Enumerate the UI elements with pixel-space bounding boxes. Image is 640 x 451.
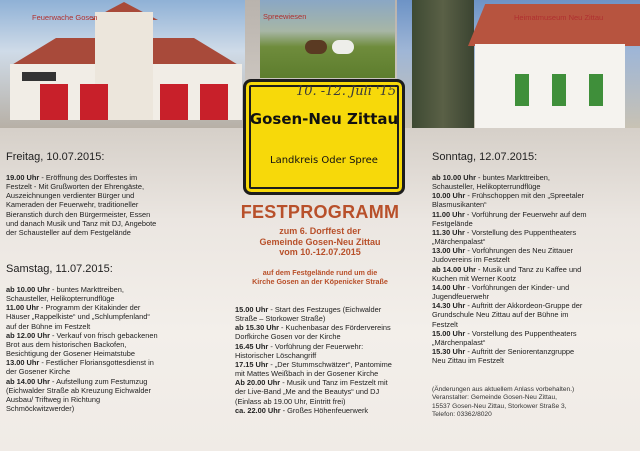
schedule-text: Festzelt - Mit Grußworten der Ehrengäste, [6,182,145,192]
museum-window [515,74,529,106]
day-heading-sunday: Sonntag, 12.07.2015: [432,151,538,163]
schedule-text: - buntes Markttreiben, [475,173,550,182]
schedule-time: 11.30 Uhr [432,227,465,237]
museum-roof [468,4,640,46]
schedule-text: - Vorführung der Feuerwehr: [268,341,364,351]
day-heading-friday: Freitag, 10.07.2015: [6,151,105,163]
schedule-text: Schmöckwitzwerder) [6,404,75,414]
schedule-text: - Vorführungen des Neu Zittauer [465,246,573,256]
schedule-line [432,320,637,329]
schedule-text: Kameraden der Feuerwehr, traditioneller [6,200,139,210]
schedule-text: Besichtigung der Gosener Heimatstube [6,349,135,359]
schedule-time: 16.45 Uhr [235,341,269,351]
note-line: Telefon: 03362/8020 [432,411,492,419]
schedule-time: ca. 22.00 Uhr [235,405,281,415]
schedule-time: 11.00 Uhr [6,303,39,313]
schedule-line [432,338,637,347]
schedule-text: - buntes Markttreiben, [49,285,124,294]
schedule-line [6,210,231,219]
schedule-time: ab 15.30 Uhr [235,323,279,333]
schedule-text: - Aufstellung zum Festumzug [49,376,148,386]
schedule-text: - Vorstellung des Puppentheaters [464,227,577,237]
schedule-line [235,387,435,396]
schedule-text: - Auftritt der Akkordeon-Gruppe der [465,301,583,311]
horse-brown [305,40,327,54]
festprogramm-location [225,268,415,286]
schedule-line [432,274,637,283]
horse-white [332,40,354,54]
schedule-time: Ab 20.00 Uhr [235,378,281,388]
schedule-text: - Eröffnung des Dorffestes im [39,173,138,182]
sunday-schedule [432,173,637,365]
schedule-text: Jugendfeuerwehr [432,292,490,302]
schedule-time: 11.00 Uhr [432,209,465,219]
schedule-text: der Gosener Kirche [6,367,71,377]
schedule-time: 14.30 Uhr [432,301,466,311]
schedule-line [235,360,435,369]
schedule-text: (Eichwalder Straße ab Kreuzung Eichwalder [6,385,152,395]
schedule-text: Bieranstich durch den Bürgermeister, Essen [6,209,151,219]
museum-tree [412,0,474,128]
schedule-line [235,397,435,406]
schedule-text: Straße – Storkower Straße) [235,314,326,324]
schedule-text: Häuser „Rappelkiste“ und „Schlumpfenland“ [6,312,150,322]
schedule-text: Brot aus dem historischen Backofen, [6,339,127,349]
schedule-line [6,340,231,349]
schedule-line [432,219,637,228]
photo-label-museum: Heimatmuseum Neu Zittau [514,13,604,22]
organizer-note [432,386,632,420]
festprogramm-line: Gemeinde Gosen-Neu Zittau [259,236,381,247]
schedule-time: 10.00 Uhr [432,191,466,201]
schedule-line [235,369,435,378]
fire-station-gate [80,84,108,120]
fire-station-gate [160,84,188,120]
schedule-line [6,200,231,209]
schedule-line [235,378,435,387]
schedule-time: 13.00 Uhr [6,358,40,368]
note-line: Veranstalter: Gemeinde Gosen-Neu Zittau, [432,394,557,402]
schedule-text: Auszeichnungen verdienter Bürger und [6,191,135,201]
schedule-text: Judovereins im Festzelt [432,255,510,265]
schedule-text: Schausteller, Helikopterrundflüge [6,294,115,304]
schedule-time: 15.00 Uhr [235,305,269,314]
schedule-line [235,351,435,360]
schedule-line [6,303,231,312]
schedule-text: - Vorstellung des Puppentheaters [465,328,577,338]
schedule-line [6,331,231,340]
schedule-line [432,347,637,356]
schedule-line [432,356,637,365]
schedule-time: 13.00 Uhr [432,246,466,256]
schedule-text: - Festlicher Floriansgottesdienst in [39,358,154,368]
schedule-line [432,283,637,292]
schedule-text: der Live-Band „Me and the Beautys“ und DJ [235,387,380,397]
schedule-line [6,173,231,182]
fire-station-gate [200,84,228,120]
schedule-line [235,342,435,351]
festprogramm-line: vom 10.-12.07.2015 [279,247,361,257]
schedule-time: 15.00 Uhr [432,328,466,338]
schedule-line [6,182,231,191]
schedule-text: Festgelände [432,218,473,228]
schedule-line [6,285,231,294]
schedule-time: ab 12.00 Uhr [6,330,50,340]
schedule-line [235,406,435,415]
schedule-line [432,237,637,246]
schedule-line [6,219,231,228]
schedule-text: der Schausteller auf dem Festgelände [6,227,131,237]
schedule-text: Grundschule Neu Zittau auf der Bühne im [432,310,569,320]
schedule-text: Festzelt [432,319,458,329]
schedule-line [6,349,231,358]
schedule-text: und danach Musik und Tanz mit DJ, Angebote [6,218,157,228]
schedule-text: Blasmusikanten“ [432,200,487,210]
schedule-text: - Frühschoppen mit den „Spreetaler [465,191,585,201]
schedule-time: 17.15 Uhr [235,359,269,369]
schedule-line [235,314,435,323]
schedule-line [6,294,231,303]
schedule-time: ab 14.00 Uhr [6,376,50,386]
schedule-text: Dorfkirche Gosen vor der Kirche [235,332,341,342]
schedule-line [6,228,231,237]
schedule-line [6,386,231,395]
schedule-time: ab 14.00 Uhr [432,264,476,274]
schedule-line [432,292,637,301]
schedule-text: - Vorführung der Feuerwehr auf dem [464,209,587,219]
schedule-line [6,377,231,386]
museum-window [552,74,566,106]
festprogramm-title: FESTPROGRAMM [240,202,400,222]
schedule-time: ab 10.00 Uhr [6,285,50,294]
schedule-line [432,173,637,182]
schedule-time: 14.00 Uhr [432,282,466,292]
schedule-text: (Einlass ab 19.00 Uhr, Eintritt frei) [235,396,346,406]
schedule-text: Schausteller, Helikopterrundflüge [432,182,541,192]
photo-label-meadow: Spreewiesen [263,12,307,21]
schedule-text: - Kuchenbasar des Fördervereins [278,323,391,333]
schedule-line [6,322,231,331]
schedule-time: 15.30 Uhr [432,346,466,356]
schedule-text: auf der Bühne im Festzelt [6,321,91,331]
schedule-text: mit Mattes Weißbach in der Gosener Kirche [235,369,379,379]
schedule-text: - Auftritt der Seniorentanzgruppe [465,346,575,356]
schedule-text: Historischer Löschangriff [235,350,317,360]
friday-schedule [6,173,231,237]
schedule-text: Ausbau/ Triftweg in Richtung [6,394,101,404]
sign-subtitle: Landkreis Oder Spree [270,155,378,166]
schedule-text: - Start des Festzuges (Eichwalder [268,305,382,314]
note-line: (Änderungen aus aktuellem Anlass vorbehalten.) [432,386,575,393]
schedule-text: - Musik und Tanz im Festzelt mit [280,378,388,388]
day-heading-saturday: Samstag, 11.07.2015: [6,263,113,275]
schedule-line [432,228,637,237]
schedule-text: - Verkauf von frisch gebackenen [49,330,158,340]
schedule-line [6,367,231,376]
schedule-line [6,404,231,413]
schedule-line [6,358,231,367]
note-line: 15537 Gosen-Neu Zittau, Storkower Straße 3, [432,402,567,410]
sign-title: Gosen-Neu Zittau [249,110,399,128]
schedule-time: ab 10.00 Uhr [432,173,476,182]
sign-date: 10. -12. Juli '15 [296,84,397,99]
schedule-text: - Großes Höhenfeuerwerk [280,405,369,415]
schedule-line [432,310,637,319]
location-line: Kirche Gosen an der Köpenicker Straße [252,277,388,286]
schedule-line [432,246,637,255]
fire-station-sign [22,72,56,81]
schedule-line [6,191,231,200]
schedule-text: - Programm der Kitakinder der [38,303,141,313]
saturday-schedule-right [235,305,435,415]
schedule-text: - Vorführungen der Kinder- und [465,282,570,292]
schedule-line [235,332,435,341]
schedule-line [6,395,231,404]
schedule-line [6,312,231,321]
schedule-line [432,210,637,219]
fire-station-gate [40,84,68,120]
schedule-time: 19.00 Uhr [6,173,40,182]
schedule-line [235,323,435,332]
schedule-line [432,265,637,274]
schedule-line [432,301,637,310]
location-line: auf dem Festgelände rund um die [262,268,378,277]
festprogramm-line: zum 6. Dorffest der [279,226,361,236]
schedule-line [432,200,637,209]
schedule-line [432,329,637,338]
saturday-schedule-left [6,285,231,413]
schedule-line [432,182,637,191]
schedule-line [432,255,637,264]
schedule-text: „Märchenpalast“ [432,337,486,347]
festprogramm-subtitle [225,226,415,258]
schedule-line [432,191,637,200]
schedule-text: „Märchenpalast“ [432,237,486,247]
schedule-text: Kuchen mit Werner Kootz [432,273,517,283]
schedule-text: - „Der Stummschwätzer“, Pantomime [268,359,392,369]
schedule-line [235,305,435,314]
schedule-text: Neu Zittau im Festzelt [432,356,504,366]
photo-label-fire-station: Feuerwache Gosen [32,13,98,22]
museum-window [589,74,603,106]
schedule-text: - Musik und Tanz zu Kaffee und [475,264,582,274]
